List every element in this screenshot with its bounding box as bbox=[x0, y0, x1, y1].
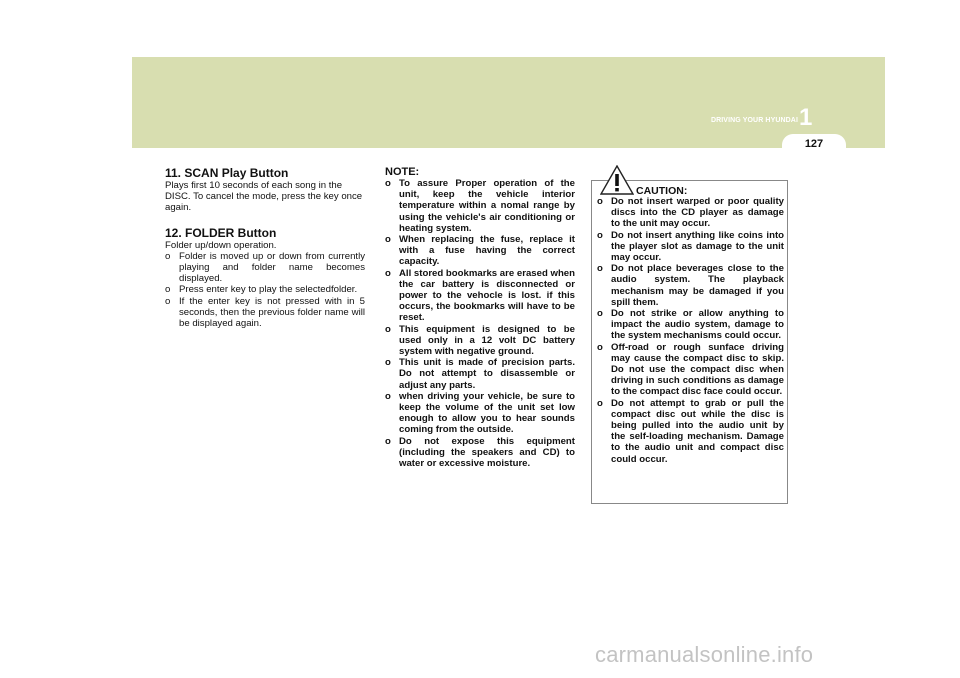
list-item: o When replacing the fuse, replace it with a fuse having the correct capacity. bbox=[385, 234, 575, 268]
page-number: 127 bbox=[804, 138, 824, 150]
scan-heading: 11. SCAN Play Button bbox=[165, 166, 289, 180]
list-item: o Folder is moved up or down from currently playing and folder name becomes displayed. bbox=[165, 250, 365, 285]
list-item: o This unit is made of precision parts. Do not attempt to disassemble or adjust any parts. bbox=[385, 357, 575, 391]
list-item: o Press enter key to play the selectedfolder. bbox=[165, 284, 358, 296]
chapter-title: DRIVING YOUR HYUNDAI bbox=[710, 117, 798, 124]
note-column bbox=[385, 166, 575, 469]
list-item: o Do not expose this equipment (including the speakers and CD) to water or excessive moisture. bbox=[385, 435, 575, 470]
left-column bbox=[165, 166, 365, 329]
list-item: o Do not insert anything like coins into the player slot as damage to the unit may occur. bbox=[597, 229, 784, 264]
warning-triangle-icon bbox=[600, 165, 634, 195]
list-item: o Do not attempt to grab or pull the compact disc out while the disc is being pulled into the audio unit by the self-loading mechanism. Damage to the audio unit and compact disc could occur. bbox=[597, 397, 784, 465]
list-item: o Do not strike or allow anything to impact the audio system, damage to the system mechanisms could occur. bbox=[597, 308, 784, 342]
list-item: o Off-road or rough sunface driving may cause the compact disc to skip. Do not use the compact disc when driving in such conditions as damage to the compact disc face could occur. bbox=[597, 341, 784, 398]
note-heading: NOTE: bbox=[385, 166, 420, 178]
folder-list bbox=[165, 251, 365, 329]
folder-intro: Folder up/down operation. bbox=[165, 239, 277, 251]
folder-heading: 12. FOLDER Button bbox=[165, 225, 277, 240]
list-item: o This equipment is designed to be used only in a 12 volt DC battery system with negative ground. bbox=[385, 323, 575, 358]
list-item: o If the enter key is not pressed with in 5 seconds, then the previous folder name will be displayed again. bbox=[165, 295, 365, 330]
caution-title: CAUTION: bbox=[636, 185, 688, 197]
list-item: o when driving your vehicle, be sure to keep the volume of the unit set low enough to allow you to hear sounds coming from the outside. bbox=[385, 390, 575, 436]
chapter-number: 1 bbox=[799, 104, 813, 131]
list-item: o To assure Proper operation of the unit, keep the vehicle interior temperature within a nomal range by using the vehicle's air conditioning or heating system. bbox=[385, 178, 575, 234]
scan-text: Plays first 10 seconds of each song in the DISC. To cancel the mode, press the key once again. bbox=[165, 180, 363, 214]
caution-list bbox=[597, 196, 784, 465]
list-item: o Do not insert warped or poor quality discs into the CD player as damage to the unit may occur. bbox=[597, 196, 784, 230]
watermark: carmanualsonline.info bbox=[595, 642, 814, 667]
note-list bbox=[385, 178, 575, 469]
list-item: o Do not place beverages close to the audio system. The playback mechanism may be damaged if you spill them. bbox=[597, 263, 784, 308]
list-item: o All stored bookmarks are erased when the car battery is disconnected or power to the vehocle is lost. if this occurs, the bookmarks will have to be reset. bbox=[385, 267, 575, 324]
header-band bbox=[132, 57, 885, 148]
